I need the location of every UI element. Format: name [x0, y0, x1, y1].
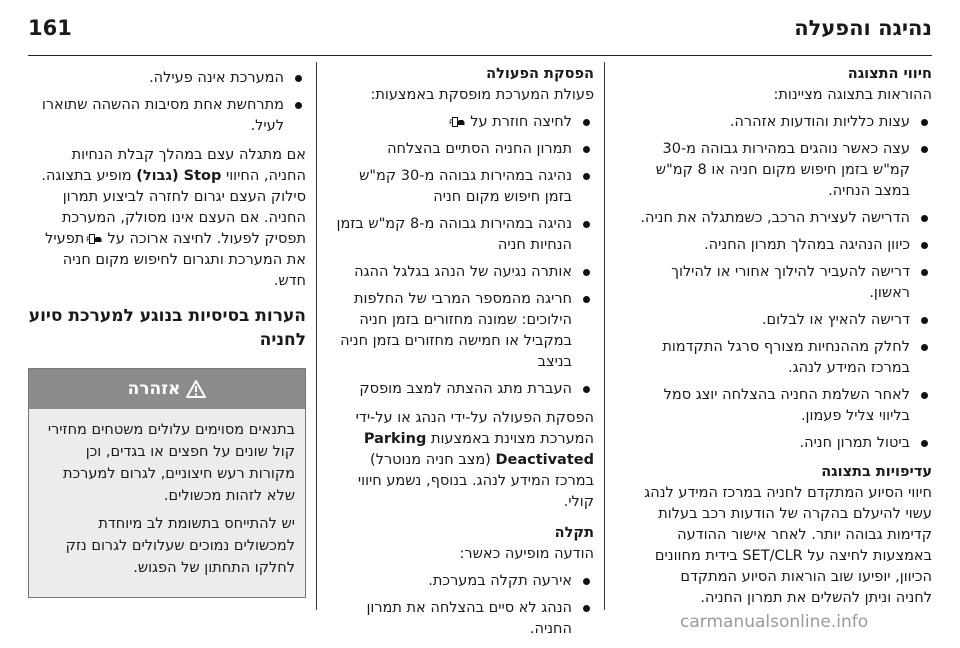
list-item: נהיגה במהירות גבוהה מ-8 קמ"ש בזמן הנחיות חניה [328, 214, 594, 256]
list-item: חריגה מהמספר המרבי של החלפות הילוכים: שמונה מחזורים בזמן חניה במקביל או חמישה מחזורים בזמן חניה בניצב [328, 289, 594, 373]
svg-text:P: P [448, 118, 454, 127]
column-divider [316, 62, 317, 610]
warning-title: אזהרה [127, 378, 181, 399]
bullet-list [328, 112, 594, 400]
list-item-text: לחיצה חוזרת על [470, 114, 572, 130]
paragraph: הודעה מופיעה כאשר: [459, 546, 594, 562]
paragraph [328, 408, 594, 513]
list-item: הדרישה לעצירת הרכב, כשמתגלה את חניה. [640, 208, 932, 229]
section-heading: תקלה [554, 525, 594, 541]
paragraph: חיווי הסיוע המתקדם לחניה במרכז המידע לנהג עשוי להיעלם בהקרה של הודעות רכב בעלות קדימות גבוהה יותר. לאחר אישור ההודעה באמצעות לחיצה על SET/CLR בידית מחוונים הכיוון, יופיעו שוב הוראות הסיוע המתקדם לחניה וניתן להשלים את תמרון החניה. [644, 485, 932, 606]
list-item: נהיגה במהירות גבוהה מ-30 קמ"ש בזמן חיפוש מקום חניה [328, 166, 594, 208]
column-middle [328, 64, 594, 648]
paragraph: ההוראות בתצוגה מציינות: [773, 87, 932, 103]
paragraph: בתנאים מסוימים עלולים משטחים מחזירי קול שונים על חפצים או בגדים, וכן מקורות רעש חיצוניים, לגרום למערכת שלא לזהות מכשולים. [47, 422, 295, 504]
bullet-list [328, 571, 594, 640]
paragraph: פעולת המערכת מופסקת באמצעות: [370, 87, 594, 103]
bullet-list [28, 68, 306, 137]
list-item: עצות כלליות והודעות אזהרה. [640, 112, 932, 133]
warning-body [29, 409, 305, 597]
bullet-list [640, 112, 932, 454]
display-message: Parking [363, 431, 427, 447]
list-item: לחלק מההנחיות מצורף סרגל התקדמות במרכז המידע לנהג. [640, 337, 932, 379]
section-heading: הפסקת הפעולה [486, 66, 594, 82]
list-item [328, 112, 594, 133]
list-item: עצה כאשר נוהגים במהירות גבוהה מ-30 קמ"ש בזמן חיפוש מקום חניה או 8 קמ"ש במצב הנחיה. [640, 139, 932, 202]
list-item: העברת מתג ההצתה למצב מופסק [328, 379, 594, 400]
paragraph-text: (מצב חניה מנוטרל) במרכז המידע לנהג. בנוסף, נשמע חיווי קולי. [357, 452, 594, 510]
list-item: כיוון הנהיגה במהלך תמרון החניה. [640, 235, 932, 256]
column-right [640, 64, 932, 615]
page-number: 161 [28, 16, 72, 40]
list-item: לאחר השלמת החניה בהצלחה יוצג סמל בליווי צליל פעמון. [640, 385, 932, 427]
list-item: מתרחשת אחת מסיבות ההשהה שתוארו לעיל. [28, 95, 306, 137]
list-item: תמרון החניה הסתיים בהצלחה [328, 139, 594, 160]
section-title: הערות בסיסיות בנוגע למערכת סיוע לחניה [28, 306, 306, 350]
page-title: נהיגה והפעלה [794, 16, 932, 40]
list-item: אותרה נגיעה של הנהג בגלגל ההגה [328, 262, 594, 283]
paragraph: יש להתייחס בתשומת לב מיוחדת למכשולים נמוכים שעלולים לגרום נזק לחלקו התחתון של הפגוש. [65, 516, 295, 576]
parking-assist-icon [448, 117, 466, 127]
section-heading: עדיפויות בתצוגה [821, 464, 932, 480]
list-item: הנהג לא סיים בהצלחה את תמרון החניה. [328, 598, 594, 640]
header-divider [28, 55, 932, 56]
display-message: Stop (גבול) [136, 168, 222, 184]
watermark: carmanualsonline.info [680, 612, 869, 632]
warning-box [28, 368, 306, 598]
paragraph [28, 145, 306, 292]
display-message: Deactivated [495, 452, 594, 468]
warning-triangle-icon [186, 380, 206, 398]
list-item: אירעה תקלה במערכת. [328, 571, 594, 592]
paragraph-text: מופיע בתצוגה. סילוק העצם יגרום לחזרה לביצוע תמרון החניה. אם העצם אינו מסולק, המערכת תפסיק לפעול. לחיצה ארוכה על [41, 168, 306, 247]
paragraph-text: אם מתגלה עצם במהלך קבלת הנחיות החניה, החיווי [71, 147, 306, 184]
svg-text:P: P [86, 235, 91, 244]
section-heading: חיווי התצוגה [847, 66, 932, 82]
warning-header [29, 369, 305, 409]
column-left [28, 64, 306, 598]
paragraph-text: תפעיל את המערכת ותגרום לחיפוש מקום חניה חדש. [45, 231, 306, 289]
list-item: ביטול תמרון חניה. [640, 433, 932, 454]
list-item: המערכת אינה פעילה. [28, 68, 306, 89]
parking-assist-icon [86, 234, 103, 244]
page-header [28, 10, 932, 52]
paragraph-text: הפסקת הפעולה על-ידי הנהג או על-ידי המערכת מצוינת באמצעות [355, 410, 594, 447]
list-item: דרישה להאיץ או לבלום. [640, 310, 932, 331]
column-divider [604, 62, 605, 610]
list-item: דרישה להעביר להילוך אחורי או להילוך ראשון. [640, 262, 932, 304]
